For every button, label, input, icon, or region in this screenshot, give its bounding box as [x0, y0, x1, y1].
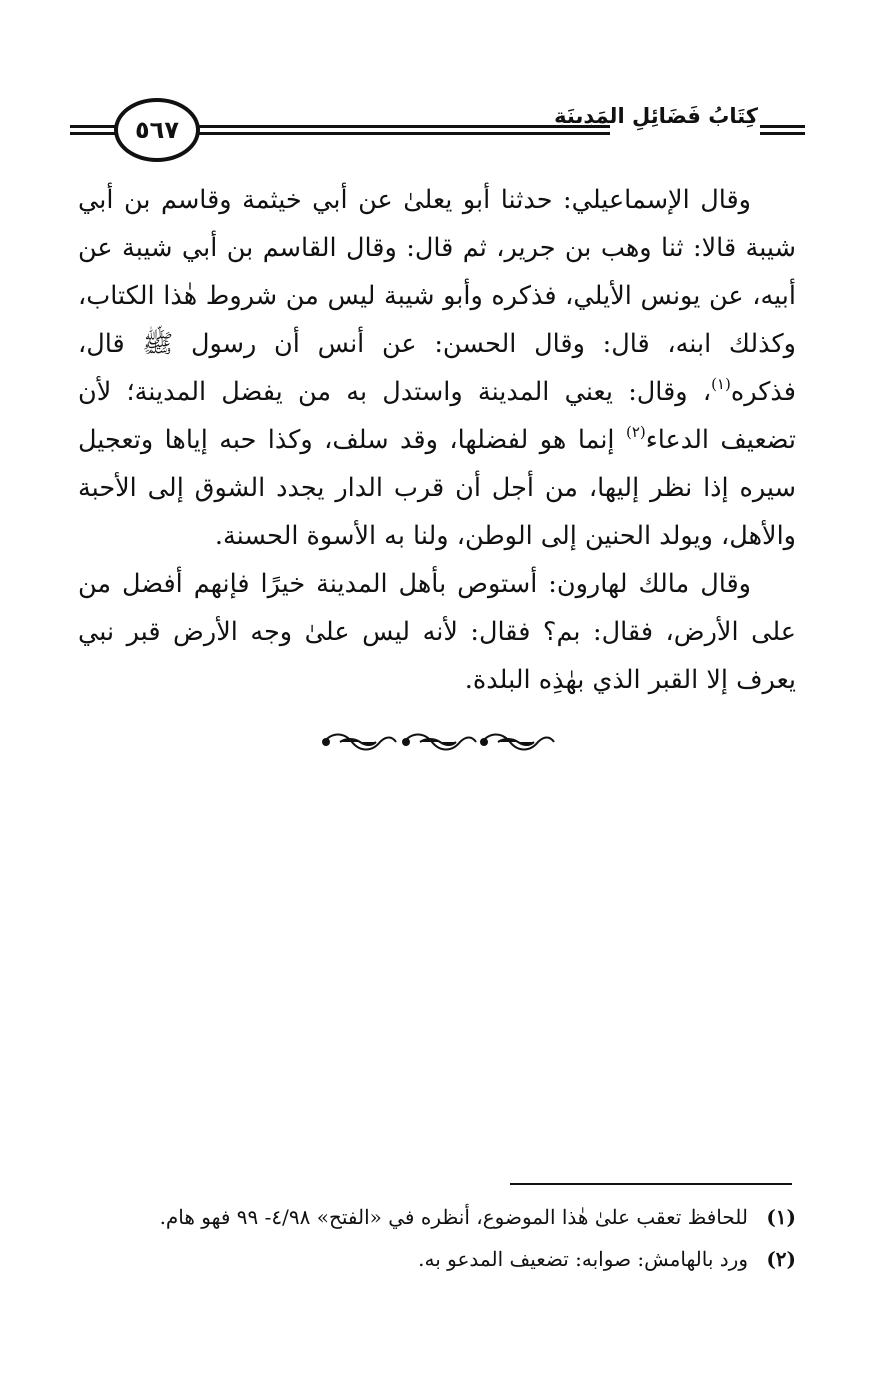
main-text — [78, 176, 796, 704]
ornament-motif — [323, 735, 396, 750]
paragraph-text: وقال الإسماعيلي: حدثنا أبو يعلىٰ عن أبي خيثمة وقاسم بن أبي شيبة قالا: ثنا وهب بن جرير، ثم قال: وقال القاسم بن أبي شيبة عن أبيه، عن يونس الأيلي، فذكره وأبو شيبة ليس من شروط هٰذا الكتاب، وكذلك ابنه، قال: وقال الحسن: عن أنس أن رسول ﷺ قال، فذكره — [78, 185, 796, 407]
running-title: كِتَابُ فَضَائِلِ المَدِينَةِ — [554, 104, 758, 128]
footnotes — [80, 1196, 796, 1280]
footnote-text: ورد بالهامش: صوابه: تضعيف المدعو به. — [418, 1247, 748, 1271]
footnote-item — [80, 1196, 796, 1238]
footnote-separator — [510, 1183, 792, 1185]
header-rule-middle — [190, 125, 610, 135]
footnote-reference[interactable]: (٢) — [625, 423, 646, 441]
page-number: ٥٦٧ — [135, 116, 179, 144]
paragraph-text: وقال مالك لهارون: أستوص بأهل المدينة خيرًا فإنهم أفضل من على الأرض، فقال: بم؟ فقال: لأنه ليس علىٰ وجه الأرض قبر نبي يعرف إلا القبر الذي بهٰذِه البلدة. — [78, 569, 796, 695]
ornament-motif — [403, 735, 476, 750]
paragraph-text: ، وقال: يعني المدينة واستدل به من يفضل المدينة؛ لأن تضعيف الدعاء — [78, 377, 796, 455]
paragraph — [78, 176, 796, 560]
page-header — [70, 98, 805, 168]
floral-ornament-icon — [320, 728, 555, 756]
ornament-motif — [481, 735, 554, 750]
footnote-number: (١) — [766, 1205, 796, 1229]
footnote-item — [80, 1238, 796, 1280]
header-rule-right — [760, 125, 805, 135]
paragraph-text: إنما هو لفضلها، وقد سلف، وكذا حبه إياها وتعجيل سيره إذا نظر إليها، من أجل أن قرب الدار يجدد الشوق إلى الأحبة والأهل، ويولد الحنين إلى الوطن، ولنا به الأسوة الحسنة. — [78, 425, 796, 551]
ornate-oval-frame-icon — [114, 98, 200, 162]
paragraph — [78, 560, 796, 704]
header-rule-left — [70, 125, 118, 135]
footnote-number: (٢) — [766, 1247, 796, 1271]
footnote-text: للحافظ تعقب علىٰ هٰذا الموضوع، أنظره في «الفتح» ٤/٩٨- ٩٩ فهو هام. — [159, 1205, 748, 1229]
footnote-reference[interactable]: (١) — [711, 375, 731, 393]
